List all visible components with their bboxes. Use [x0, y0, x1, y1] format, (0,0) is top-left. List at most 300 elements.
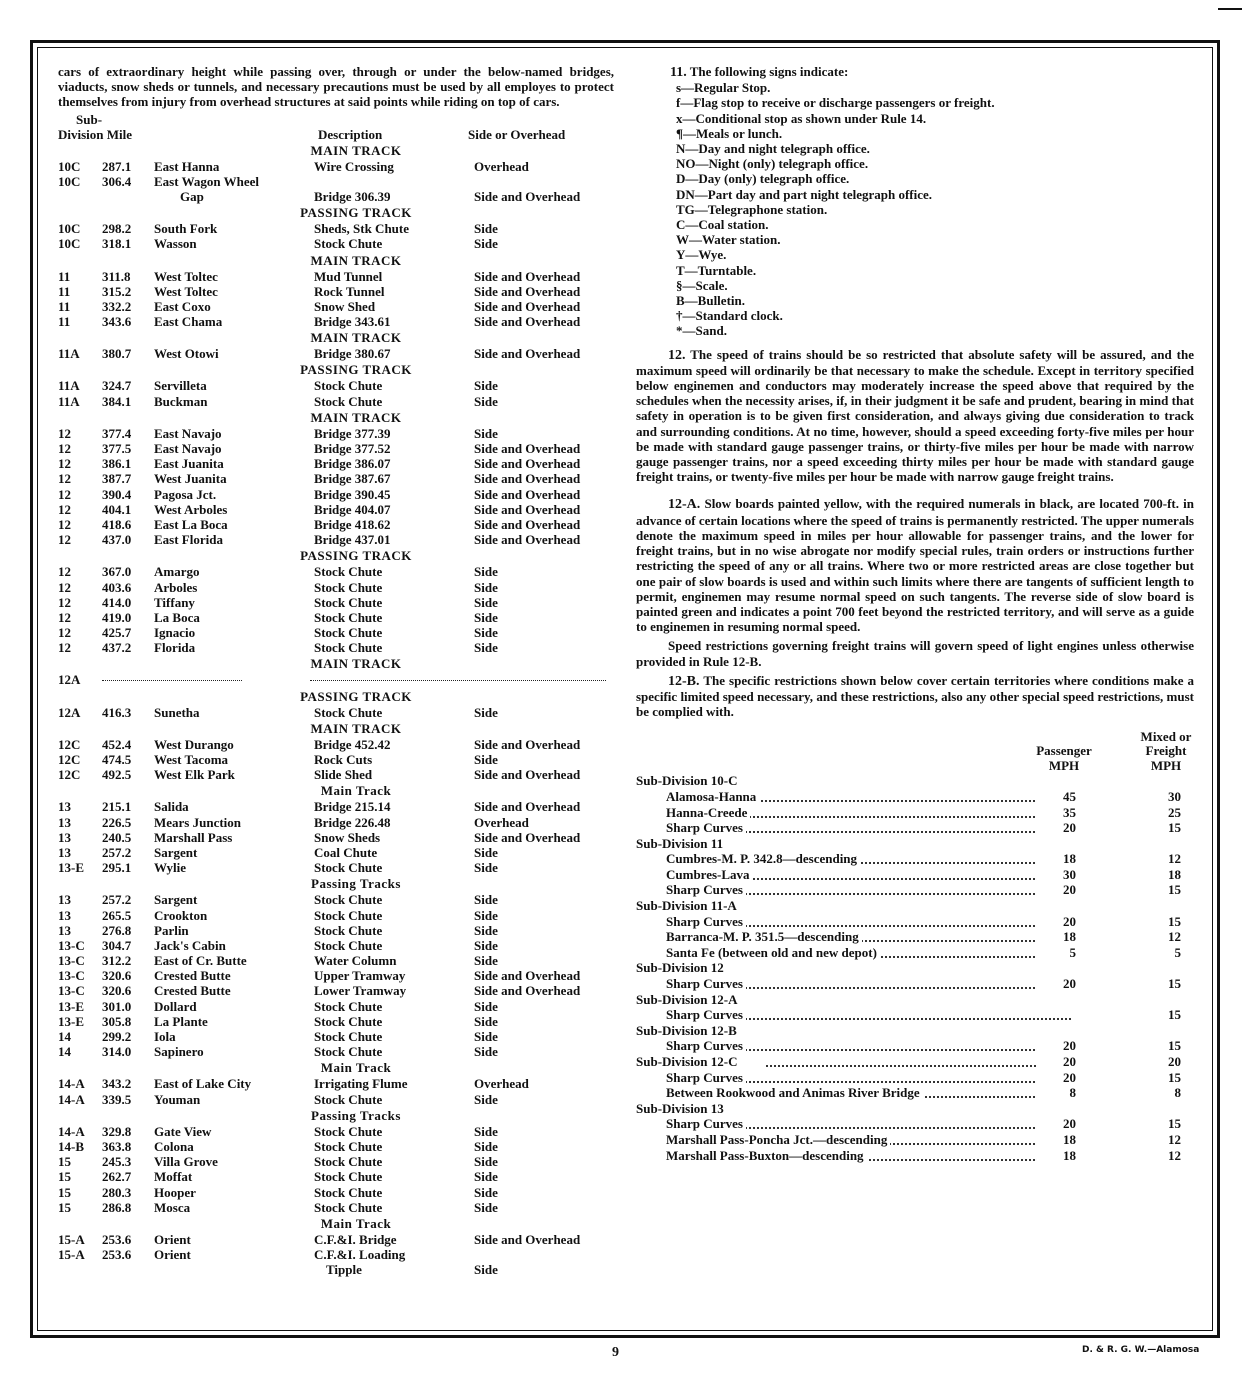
- rule-12b-text: The specific restrictions shown below cover certain territories where conditions make a specific limited speed necessary, and these restrictions, also any other special speed restrictions, must be complied with.: [636, 672, 1195, 720]
- signs-list: [636, 80, 1194, 338]
- cell-mile: 404.1: [102, 501, 132, 517]
- subdivision-heading: Sub-Division 12-C: [636, 1054, 738, 1070]
- table-row: [58, 1247, 614, 1262]
- cell-division: 14-A: [58, 1123, 85, 1139]
- cell-description: Upper Tramway: [314, 968, 406, 984]
- table-row: [58, 983, 614, 998]
- cell-mile: 226.5: [102, 814, 132, 830]
- cell-description: Stock Chute: [314, 998, 383, 1014]
- cell-division: 13-C: [58, 968, 85, 984]
- cell-division: 10C: [58, 158, 81, 174]
- cell-mile: 253.6: [102, 1247, 132, 1263]
- cell-description: Bridge 452.42: [314, 736, 391, 752]
- freight-speed: 15: [1168, 882, 1181, 898]
- speed-row: [636, 1085, 1194, 1101]
- freight-speed: 8: [1174, 1085, 1181, 1101]
- cell-description: Stock Chute: [314, 640, 383, 656]
- cell-division: 11: [58, 268, 71, 284]
- cell-location: West Juanita: [154, 471, 227, 487]
- track-section-heading: PASSING TRACK: [300, 688, 412, 704]
- cell-description: Stock Chute: [314, 907, 383, 923]
- cell-description: Wire Crossing: [314, 158, 394, 174]
- table-row: [58, 1169, 614, 1184]
- sign-item: W—Water station.: [676, 232, 781, 248]
- freight-speed: 15: [1168, 1007, 1181, 1023]
- cell-location: East of Lake City: [154, 1076, 252, 1092]
- rule-11-number: 11.: [670, 65, 687, 80]
- cell-side-overhead: Side: [474, 221, 498, 237]
- cell-division: 12: [58, 501, 71, 517]
- cell-side-overhead: Side and Overhead: [474, 532, 581, 548]
- passenger-speed: 35: [1036, 805, 1076, 820]
- cell-side-overhead: Side: [474, 1123, 498, 1139]
- cell-location: Orient: [154, 1247, 191, 1263]
- header-description: Description: [318, 126, 383, 142]
- cell-mile: 298.2: [102, 221, 132, 237]
- cell-division: 15-A: [58, 1247, 85, 1263]
- track-section-heading: MAIN TRACK: [310, 409, 402, 425]
- speed-territory: Barranca-M. P. 351.5—descending: [666, 929, 862, 944]
- table-row: [58, 314, 614, 329]
- cell-mile: 343.2: [102, 1076, 132, 1092]
- cell-side-overhead: Side and Overhead: [474, 268, 581, 284]
- speed-territory: Sharp Curves: [666, 1007, 746, 1022]
- cell-mile: 315.2: [102, 283, 132, 299]
- cell-location: Dollard: [154, 998, 197, 1014]
- cell-side-overhead: Side and Overhead: [474, 968, 581, 984]
- speed-territory: Sharp Curves: [666, 914, 746, 929]
- cell-location: East Juanita: [154, 456, 224, 472]
- cell-division: 13-C: [58, 937, 85, 953]
- cell-description: Stock Chute: [314, 1154, 383, 1170]
- cell-description: Stock Chute: [314, 1138, 383, 1154]
- table-row: [58, 269, 614, 284]
- speed-territory: Sharp Curves: [666, 1070, 746, 1085]
- passenger-speed: 45: [1036, 789, 1076, 804]
- sign-item: †—Standard clock.: [676, 308, 783, 324]
- table-row: [58, 517, 614, 532]
- cell-description: Snow Shed: [314, 298, 376, 314]
- table-row: [58, 999, 614, 1014]
- cell-division: 12: [58, 564, 71, 580]
- cell-division: 11: [58, 314, 71, 330]
- cell-mile: 377.4: [102, 425, 132, 441]
- cell-division: 13: [58, 799, 71, 815]
- header-mixed-or: Mixed or: [1140, 729, 1192, 745]
- table-row: [58, 299, 614, 314]
- speed-row: [636, 929, 1194, 945]
- subdivision-heading: Sub-Division 10-C: [636, 773, 738, 789]
- rule-12a-text: Slow boards painted yellow, with the required numerals in black, are located 700-ft. in advance of certain locations where the speed of trains is permanently restricted. The upper numerals denote the maximum speed in miles per hour allowable for passenger trains, and the lower for freight trains, but in no wise abrogate nor modify special rules, train orders or instructions further restricting the speed of any or all trains. Where two or more restricted areas are close together but one pair of slow boards is used and within such limits where there are tangents of sufficient length to permit, enginemen may resume normal speed on such tangents. The reverse side of slow board is painted green and indicates a point 700 feet beyond the restricted territory, and will serve as a guide to enginemen in resuming normal speed.: [636, 496, 1194, 635]
- cell-location: Amargo: [154, 564, 200, 580]
- speed-territory: Sharp Curves: [666, 976, 746, 991]
- speed-territory: Sharp Curves: [666, 1038, 746, 1053]
- cell-mile: 324.7: [102, 378, 132, 394]
- cell-side-overhead: Side and Overhead: [474, 314, 581, 330]
- cell-location: Sapinero: [154, 1044, 204, 1060]
- cell-division: 12A: [58, 672, 81, 688]
- passenger-speed: 18: [1036, 1148, 1076, 1163]
- speed-territory: Sharp Curves: [666, 1116, 746, 1131]
- cell-mile: 414.0: [102, 594, 132, 610]
- cell-division: 10C: [58, 173, 81, 189]
- speed-row: [636, 820, 1194, 836]
- cell-location: West Elk Park: [154, 767, 235, 783]
- cell-location: Servilleta: [154, 378, 207, 394]
- sign-item: f—Flag stop to receive or discharge passengers or freight.: [676, 95, 995, 111]
- sign-item: C—Coal station.: [676, 217, 769, 233]
- cell-location: Crookton: [154, 907, 208, 923]
- cell-location: Florida: [154, 640, 196, 656]
- cell-mile: 299.2: [102, 1029, 132, 1045]
- cell-division: 11A: [58, 346, 80, 362]
- table-row: [58, 1044, 614, 1059]
- cell-location: Jack's Cabin: [154, 937, 226, 953]
- cell-division: 12: [58, 516, 71, 532]
- table-row: [58, 394, 614, 409]
- table-row: [58, 938, 614, 953]
- cell-location: Tiffany: [154, 594, 195, 610]
- cell-division: 10C: [58, 221, 81, 237]
- cell-location: West Toltec: [154, 283, 218, 299]
- table-row: [58, 1092, 614, 1107]
- cell-division: 15: [58, 1184, 71, 1200]
- table-row: [58, 908, 614, 923]
- cell-side-overhead: Side and Overhead: [474, 298, 581, 314]
- cell-division: 13-E: [58, 998, 84, 1014]
- cell-location: West Tacoma: [154, 752, 229, 768]
- rule-11: [670, 64, 1194, 80]
- intro-paragraph: cars of extraordinary height while passing over, through or under the below-named bridges, viaducts, snow sheds or tunnels, and necessary precautions must be used by all employes to protect themselves from injury from overhead structures at said points while riding on top of cars.: [58, 64, 614, 110]
- table-row: [58, 892, 614, 907]
- table-row: [58, 860, 614, 875]
- speed-row: [636, 805, 1194, 821]
- cell-location: Crested Butte: [154, 983, 231, 999]
- cell-division: 15: [58, 1169, 71, 1185]
- speed-row: [636, 1007, 1194, 1023]
- cell-location: La Boca: [154, 609, 200, 625]
- cell-mile: 257.2: [102, 892, 132, 908]
- cell-description: Stock Chute: [314, 1029, 383, 1045]
- cell-mile: 304.7: [102, 937, 132, 953]
- subdivision-heading: Sub-Division 13: [636, 1100, 724, 1116]
- cell-location: East Wagon Wheel: [154, 173, 259, 189]
- cell-division: 15-A: [58, 1231, 85, 1247]
- freight-speed: 12: [1168, 1131, 1181, 1147]
- table-row: [58, 923, 614, 938]
- cell-mile: 320.6: [102, 968, 132, 984]
- cell-division: 12: [58, 625, 71, 641]
- cell-description: Lower Tramway: [314, 983, 407, 999]
- cell-side-overhead: Side: [474, 625, 498, 641]
- speed-row: [636, 1038, 1194, 1054]
- sign-item: Y—Wye.: [676, 247, 727, 263]
- cell-side-overhead: Side: [474, 953, 498, 969]
- speed-territory: Sharp Curves: [666, 820, 746, 835]
- cell-mile: 318.1: [102, 236, 132, 252]
- passenger-speed: 20: [1036, 1038, 1076, 1053]
- cell-description: Bridge 306.39: [314, 188, 391, 204]
- cell-mile: 329.8: [102, 1123, 132, 1139]
- corner-rule: [1218, 8, 1242, 10]
- cell-side-overhead: Side: [474, 922, 498, 938]
- cell-side-overhead: Side: [474, 1184, 498, 1200]
- speed-territory: Marshall Pass-Buxton—descending: [666, 1148, 867, 1163]
- cell-side-overhead: Side and Overhead: [474, 799, 581, 815]
- cell-mile: 343.6: [102, 314, 132, 330]
- cell-description: Rock Tunnel: [314, 283, 385, 299]
- cell-mile: 339.5: [102, 1091, 132, 1107]
- freight-speed: 5: [1174, 944, 1181, 960]
- cell-location: La Plante: [154, 1013, 208, 1029]
- sign-item: s—Regular Stop.: [676, 80, 771, 96]
- cell-description: Bridge 418.62: [314, 516, 391, 532]
- cell-location: Arboles: [154, 579, 198, 595]
- clearance-table: [58, 142, 614, 1278]
- cell-description: Stock Chute: [314, 1013, 383, 1029]
- cell-side-overhead: Side: [474, 892, 498, 908]
- cell-description: Bridge 390.45: [314, 486, 391, 502]
- freight-speed: 15: [1168, 913, 1181, 929]
- cell-description: Tipple: [326, 1262, 362, 1278]
- table-row: [58, 968, 614, 983]
- cell-division: 12: [58, 456, 71, 472]
- right-column: [636, 64, 1194, 1163]
- table-row: [58, 595, 614, 610]
- cell-description: Mud Tunnel: [314, 268, 383, 284]
- table-row: [58, 456, 614, 471]
- cell-location: East of Cr. Butte: [154, 953, 247, 969]
- track-section-heading: MAIN TRACK: [310, 142, 402, 158]
- table-row: [58, 737, 614, 752]
- cell-location: Buckman: [154, 393, 208, 409]
- cell-side-overhead: Overhead: [474, 814, 529, 830]
- blank-line: [310, 680, 606, 681]
- table-row: [58, 815, 614, 830]
- rule-12b-number: 12-B.: [668, 673, 700, 689]
- cell-division: 12: [58, 441, 71, 457]
- cell-division: 13: [58, 922, 71, 938]
- cell-side-overhead: Side: [474, 1091, 498, 1107]
- speed-row: [636, 851, 1194, 867]
- cell-division: 13-C: [58, 983, 85, 999]
- cell-mile: 380.7: [102, 346, 132, 362]
- cell-location: Orient: [154, 1231, 191, 1247]
- cell-location: Salida: [154, 799, 189, 815]
- left-column: [58, 64, 614, 1277]
- cell-description: Bridge 215.14: [314, 799, 391, 815]
- speed-territory: Marshall Pass-Poncha Jct.—descending: [666, 1132, 890, 1147]
- page-number: 9: [612, 1345, 619, 1360]
- speed-territory: Hanna-Creede: [666, 805, 750, 820]
- track-section-heading: MAIN TRACK: [310, 656, 402, 672]
- table-row: [58, 1185, 614, 1200]
- cell-location: Parlin: [154, 922, 189, 938]
- cell-location: Marshall Pass: [154, 829, 233, 845]
- table-row: [58, 830, 614, 845]
- cell-location: Ignacio: [154, 625, 196, 641]
- cell-location: East Florida: [154, 532, 223, 548]
- cell-mile: 377.5: [102, 441, 132, 457]
- track-section-heading: PASSING TRACK: [300, 548, 412, 564]
- track-section-heading: Main Track: [320, 1215, 392, 1231]
- speed-row: [636, 976, 1194, 992]
- cell-division: 14-B: [58, 1138, 84, 1154]
- speed-table: [636, 773, 1194, 1163]
- subdivision-heading-row: [636, 898, 1194, 914]
- dot-leader: [766, 1065, 1036, 1067]
- speed-territory: Sharp Curves: [666, 882, 746, 897]
- cell-mile: 257.2: [102, 844, 132, 860]
- sign-item: TG—Telegraphone station.: [676, 201, 828, 217]
- cell-description: Stock Chute: [314, 564, 383, 580]
- cell-side-overhead: Side: [474, 1169, 498, 1185]
- cell-division: 15: [58, 1199, 71, 1215]
- cell-division: 12C: [58, 752, 81, 768]
- header-division-mile: Division Mile: [58, 126, 133, 142]
- cell-description: Bridge 387.67: [314, 471, 391, 487]
- subdivision-heading-row: [636, 1054, 1194, 1070]
- cell-location: Iola: [154, 1029, 176, 1045]
- table-row: [58, 441, 614, 456]
- cell-division: 11: [58, 283, 71, 299]
- cell-division: 12A: [58, 704, 81, 720]
- header-sub: Sub-: [76, 111, 103, 127]
- cell-location: Gap: [180, 188, 204, 204]
- rule-12-number: 12.: [668, 347, 686, 363]
- cell-description: Bridge 380.67: [314, 346, 391, 362]
- cell-mile: 265.5: [102, 907, 132, 923]
- cell-location: West Toltec: [154, 268, 218, 284]
- cell-division: 12: [58, 486, 71, 502]
- cell-description: Stock Chute: [314, 393, 383, 409]
- cell-side-overhead: Side: [474, 907, 498, 923]
- table-row: [58, 1014, 614, 1029]
- sign-item: DN—Part day and part night telegraph office.: [676, 186, 933, 202]
- cell-description: Stock Chute: [314, 922, 383, 938]
- cell-side-overhead: Overhead: [474, 158, 529, 174]
- passenger-speed: 20: [1036, 882, 1076, 897]
- track-section-heading: MAIN TRACK: [310, 252, 402, 268]
- table-row: [58, 767, 614, 782]
- freight-speed: 15: [1168, 976, 1181, 992]
- cell-side-overhead: Side: [474, 564, 498, 580]
- cell-mile: 492.5: [102, 767, 132, 783]
- cell-location: Colona: [154, 1138, 194, 1154]
- cell-side-overhead: Side and Overhead: [474, 736, 581, 752]
- cell-location: East La Boca: [154, 516, 228, 532]
- cell-division: 11A: [58, 378, 80, 394]
- cell-mile: 390.4: [102, 486, 132, 502]
- freight-speed: 20: [1168, 1054, 1181, 1070]
- cell-description: Water Column: [314, 953, 397, 969]
- cell-division: 15: [58, 1154, 71, 1170]
- passenger-speed: 18: [1036, 1132, 1076, 1147]
- cell-side-overhead: Side: [474, 844, 498, 860]
- cell-division: 12: [58, 609, 71, 625]
- cell-division: 13-C: [58, 953, 85, 969]
- subdivision-heading-row: [636, 1023, 1194, 1039]
- table-row: [58, 426, 614, 441]
- track-section-heading: MAIN TRACK: [310, 330, 402, 346]
- cell-description: C.F.&I. Bridge: [314, 1231, 397, 1247]
- table-row: [58, 1124, 614, 1139]
- passenger-speed: 30: [1036, 867, 1076, 882]
- table-row: [58, 236, 614, 251]
- cell-mile: 262.7: [102, 1169, 132, 1185]
- table-row: [58, 1154, 614, 1169]
- cell-mile: 387.7: [102, 471, 132, 487]
- cell-division: 13-E: [58, 860, 84, 876]
- cell-division: 12: [58, 471, 71, 487]
- cell-division: 12: [58, 640, 71, 656]
- track-section-heading: PASSING TRACK: [300, 362, 412, 378]
- cell-description: Stock Chute: [314, 1184, 383, 1200]
- cell-mile: 245.3: [102, 1154, 132, 1170]
- passenger-speed: 20: [1036, 1070, 1076, 1085]
- header-passenger-mph: MPH: [1048, 758, 1080, 774]
- cell-division: 12: [58, 425, 71, 441]
- speed-row: [636, 914, 1194, 930]
- subdivision-heading-row: [636, 960, 1194, 976]
- cell-division: 12C: [58, 736, 81, 752]
- cell-mile: 253.6: [102, 1231, 132, 1247]
- cell-side-overhead: Side: [474, 378, 498, 394]
- cell-side-overhead: Side: [474, 1013, 498, 1029]
- cell-side-overhead: Side: [474, 860, 498, 876]
- cell-side-overhead: Side: [474, 1044, 498, 1060]
- cell-division: 14-A: [58, 1076, 85, 1092]
- cell-location: Pagosa Jct.: [154, 486, 217, 502]
- table-row: [58, 1029, 614, 1044]
- header-freight-mph: MPH: [1150, 758, 1182, 774]
- track-section-heading: MAIN TRACK: [310, 720, 402, 736]
- cell-mile: 295.1: [102, 860, 132, 876]
- cell-side-overhead: Side and Overhead: [474, 346, 581, 362]
- passenger-speed: 20: [1036, 1116, 1076, 1131]
- cell-side-overhead: Side: [474, 594, 498, 610]
- freight-speed: 15: [1168, 1069, 1181, 1085]
- cell-location: Mosca: [154, 1199, 191, 1215]
- cell-description: Stock Chute: [314, 704, 383, 720]
- header-side-overhead: Side or Overhead: [468, 126, 566, 142]
- sign-item: N—Day and night telegraph office.: [676, 141, 870, 157]
- cell-location: East Hanna: [154, 158, 220, 174]
- clearance-table-header: [58, 112, 614, 142]
- table-row: [58, 845, 614, 860]
- speed-territory: Cumbres-M. P. 342.8—descending: [666, 851, 860, 866]
- cell-division: 14: [58, 1044, 71, 1060]
- speed-row: [636, 1132, 1194, 1148]
- cell-location: West Arboles: [154, 501, 228, 517]
- subdivision-heading: Sub-Division 12-A: [636, 991, 738, 1007]
- subdivision-heading-row: [636, 992, 1194, 1008]
- passenger-speed: 18: [1036, 929, 1076, 944]
- cell-description: Stock Chute: [314, 579, 383, 595]
- cell-description: Stock Chute: [314, 860, 383, 876]
- cell-description: Stock Chute: [314, 609, 383, 625]
- table-row: [58, 640, 614, 655]
- passenger-speed: 8: [1036, 1085, 1076, 1100]
- cell-side-overhead: Side and Overhead: [474, 188, 581, 204]
- cell-side-overhead: Side: [474, 998, 498, 1014]
- passenger-speed: 20: [1036, 976, 1076, 991]
- freight-speed: 18: [1168, 866, 1181, 882]
- cell-mile: 306.4: [102, 173, 132, 189]
- cell-mile: 311.8: [102, 268, 131, 284]
- cell-description: Stock Chute: [314, 937, 383, 953]
- blank-line: [102, 680, 242, 681]
